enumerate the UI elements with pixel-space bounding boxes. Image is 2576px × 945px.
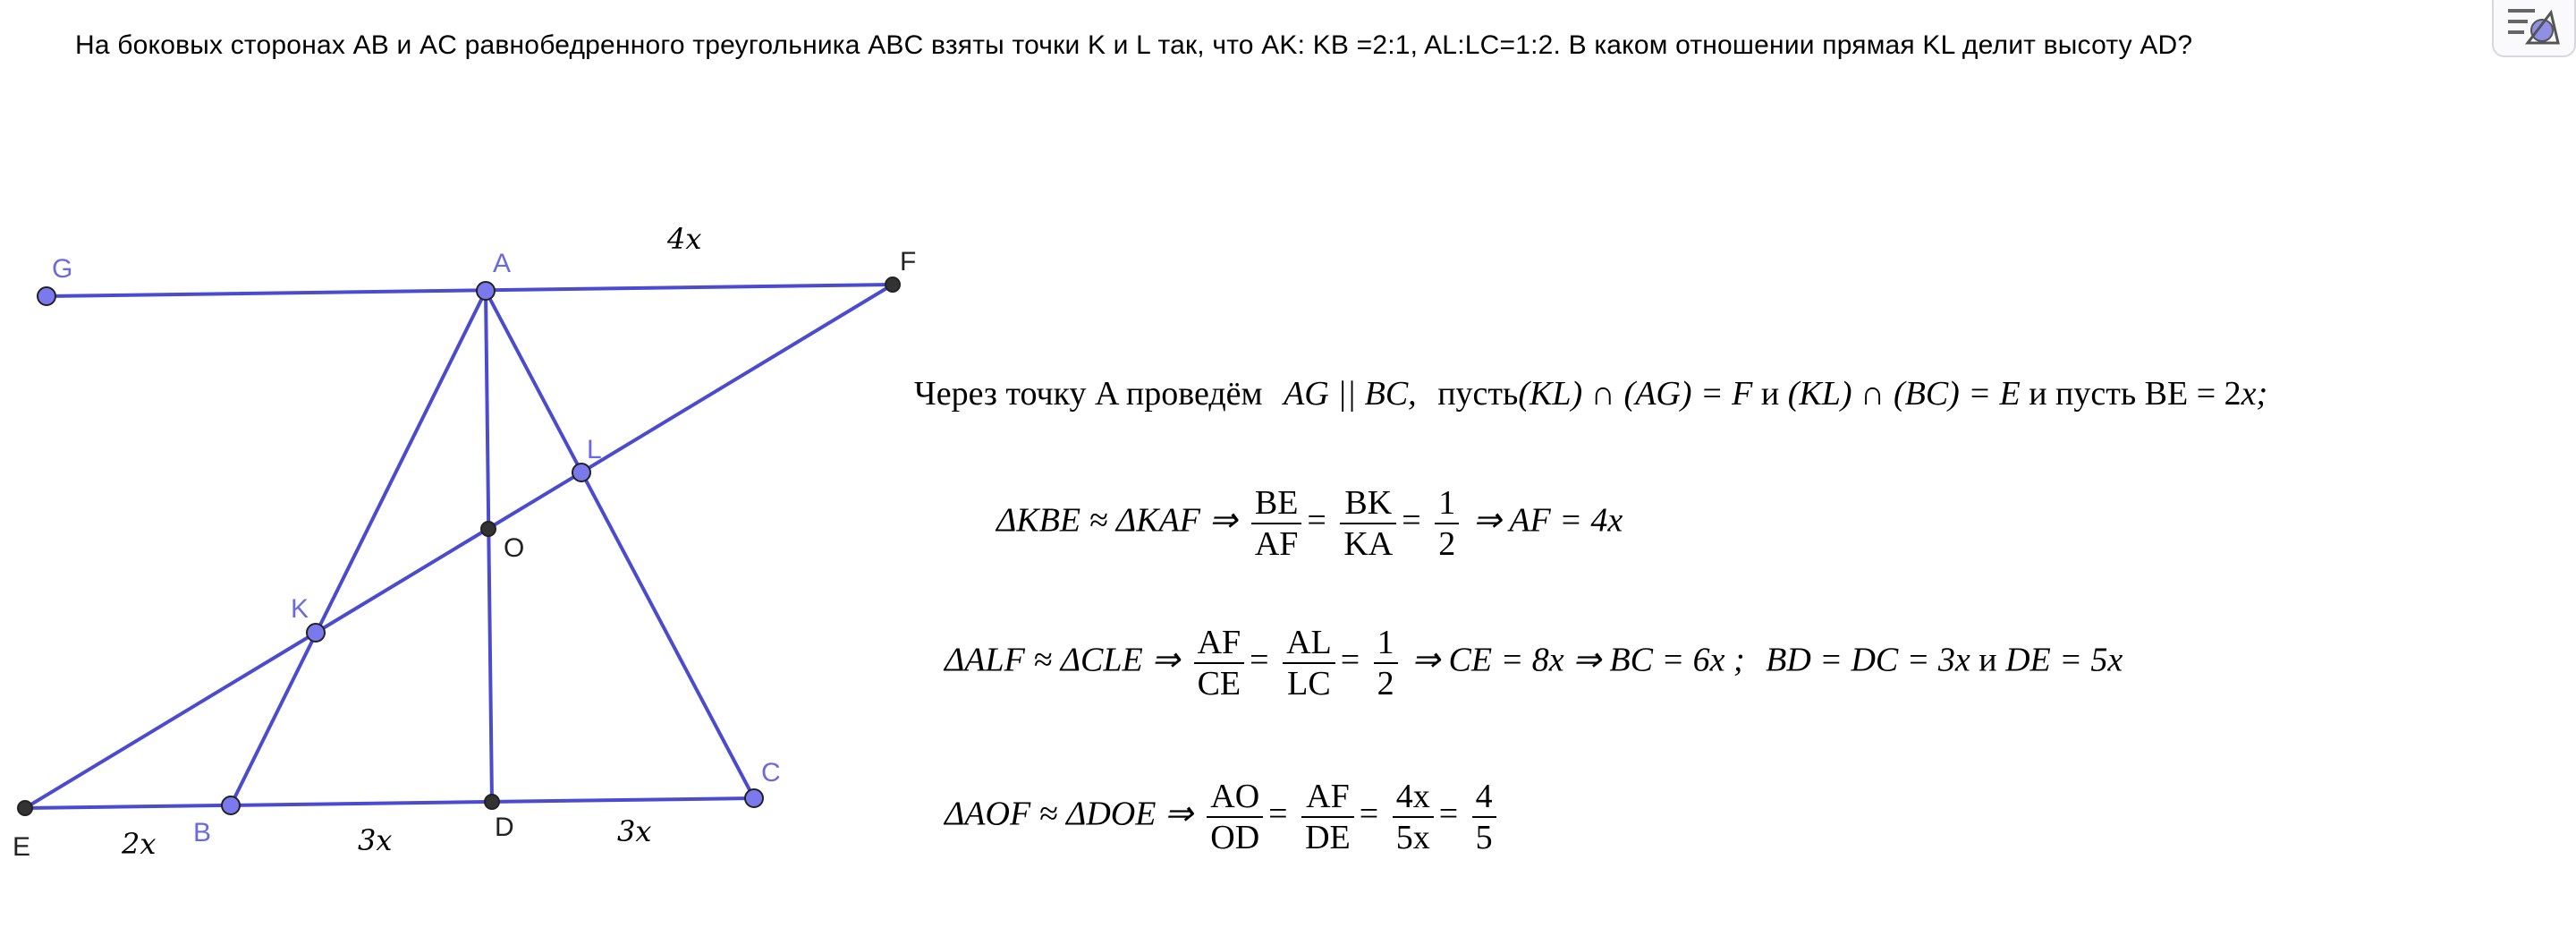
line2-lhs: ΔKBE ≈ ΔKAF ⇒ [996, 501, 1238, 540]
line4-fraction-3: $\frac{4x}{5x}$ [1393, 777, 1434, 857]
label-L: L [587, 435, 602, 464]
problem-statement: На боковых сторонах AB и AC равнобедренного треугольника ABC взяты точки K и L так, что AK: KB =2:1, AL:LC=1:2. В каком отношении прямая KL делит высоту AD? [75, 30, 2193, 60]
line1-math-2: (KL) ∩ (AG) = F [1518, 375, 1753, 413]
line2-fraction-3: $\frac{1}{2}$ [1435, 483, 1459, 564]
line3-rhs-2: BD = DC = 3x [1766, 641, 1970, 679]
line1-text-4: и пусть BE = 2 [2029, 375, 2241, 413]
line3-fraction-2: $\frac{AL}{LC}$ [1283, 623, 1335, 703]
line4-fraction-1: $\frac{AO}{OD}$ [1207, 777, 1263, 857]
label-G: G [52, 254, 73, 284]
point-D[interactable] [485, 795, 499, 809]
point-L[interactable] [572, 464, 590, 481]
menu-triangle-icon [2506, 4, 2565, 48]
line1-text-2: пусть [1437, 375, 1519, 413]
line4-lhs: ΔAOF ≈ ΔDOE ⇒ [945, 795, 1193, 833]
label-BD-length: 3x [358, 823, 393, 857]
line-EF [25, 285, 893, 808]
segment-labels [121, 222, 701, 861]
label-K: K [291, 594, 309, 624]
line3-rhs-3: и [1979, 641, 1997, 679]
label-AF-length: 4x [667, 222, 702, 256]
label-DC-length: 3x [617, 814, 652, 848]
line3-lhs: ΔALF ≈ ΔCLE ⇒ [945, 641, 1181, 679]
line2-fraction-1: $\frac{BE}{AF}$ [1251, 483, 1302, 564]
line-GF [47, 285, 893, 296]
solution-line-1 [914, 374, 2267, 413]
point-O[interactable] [481, 522, 496, 536]
label-C: C [761, 758, 781, 788]
line1-math-1: AG || BC, [1284, 375, 1417, 413]
point-labels [13, 247, 916, 862]
line-AC [486, 291, 754, 798]
figure-lines [25, 285, 893, 808]
point-F[interactable] [886, 277, 900, 292]
line2-rhs: ⇒ AF = 4x [1472, 501, 1623, 540]
menu-button[interactable] [2492, 0, 2576, 57]
point-C[interactable] [745, 789, 763, 807]
line-EC [25, 798, 754, 808]
line4-fraction-4: $\frac{4}{5}$ [1472, 777, 1496, 857]
line4-fraction-2: $\frac{AF}{DE}$ [1301, 777, 1354, 857]
line1-text-1: Через точку A проведём [914, 375, 1263, 413]
label-A: A [493, 249, 512, 278]
line-AB [231, 291, 486, 805]
solution-line-2: ΔKBE ≈ ΔKAF ⇒ $\frac{BE}{AF}$ = $\frac{BK}{KA}$ = $\frac{1}{2}$ ⇒ AF = 4x [996, 484, 1623, 563]
label-B: B [193, 818, 212, 847]
label-E: E [13, 832, 31, 862]
line3-rhs-4: DE = 5x [2005, 641, 2123, 679]
label-D: D [495, 813, 514, 842]
label-F: F [900, 247, 917, 277]
point-E[interactable] [18, 801, 32, 815]
solution-line-4: ΔAOF ≈ ΔDOE ⇒ $\frac{AO}{OD}$ = $\frac{AF}{DE}$ = $\frac{4x}{5x}$ = $\frac{4}{5}$ [945, 777, 1502, 857]
point-B[interactable] [222, 796, 240, 814]
line-AD [486, 291, 492, 802]
label-O: O [504, 533, 525, 563]
label-EB-length: 2x [122, 827, 157, 861]
geometry-figure [0, 0, 984, 895]
point-K[interactable] [307, 624, 325, 642]
point-A[interactable] [477, 282, 495, 300]
point-G[interactable] [38, 287, 55, 305]
solution-line-3: ΔALF ≈ ΔCLE ⇒ $\frac{AF}{CE}$ = $\frac{AL}{LC}$ = $\frac{1}{2}$ ⇒ CE = 8x ⇒ BC = 6x ; BD = DC = 3x и DE = 5x [945, 624, 2123, 702]
line1-text-3: и [1760, 375, 1780, 413]
line2-fraction-2: $\frac{BK}{KA}$ [1340, 483, 1396, 564]
line1-math-3: (KL) ∩ (BC) = E [1787, 375, 2021, 413]
line1-math-4: x; [2241, 375, 2268, 413]
line3-rhs-1: ⇒ CE = 8x ⇒ BC = 6x ; [1411, 641, 1745, 679]
line3-fraction-3: $\frac{1}{2}$ [1374, 623, 1398, 703]
line3-fraction-1: $\frac{AF}{CE}$ [1194, 623, 1245, 703]
